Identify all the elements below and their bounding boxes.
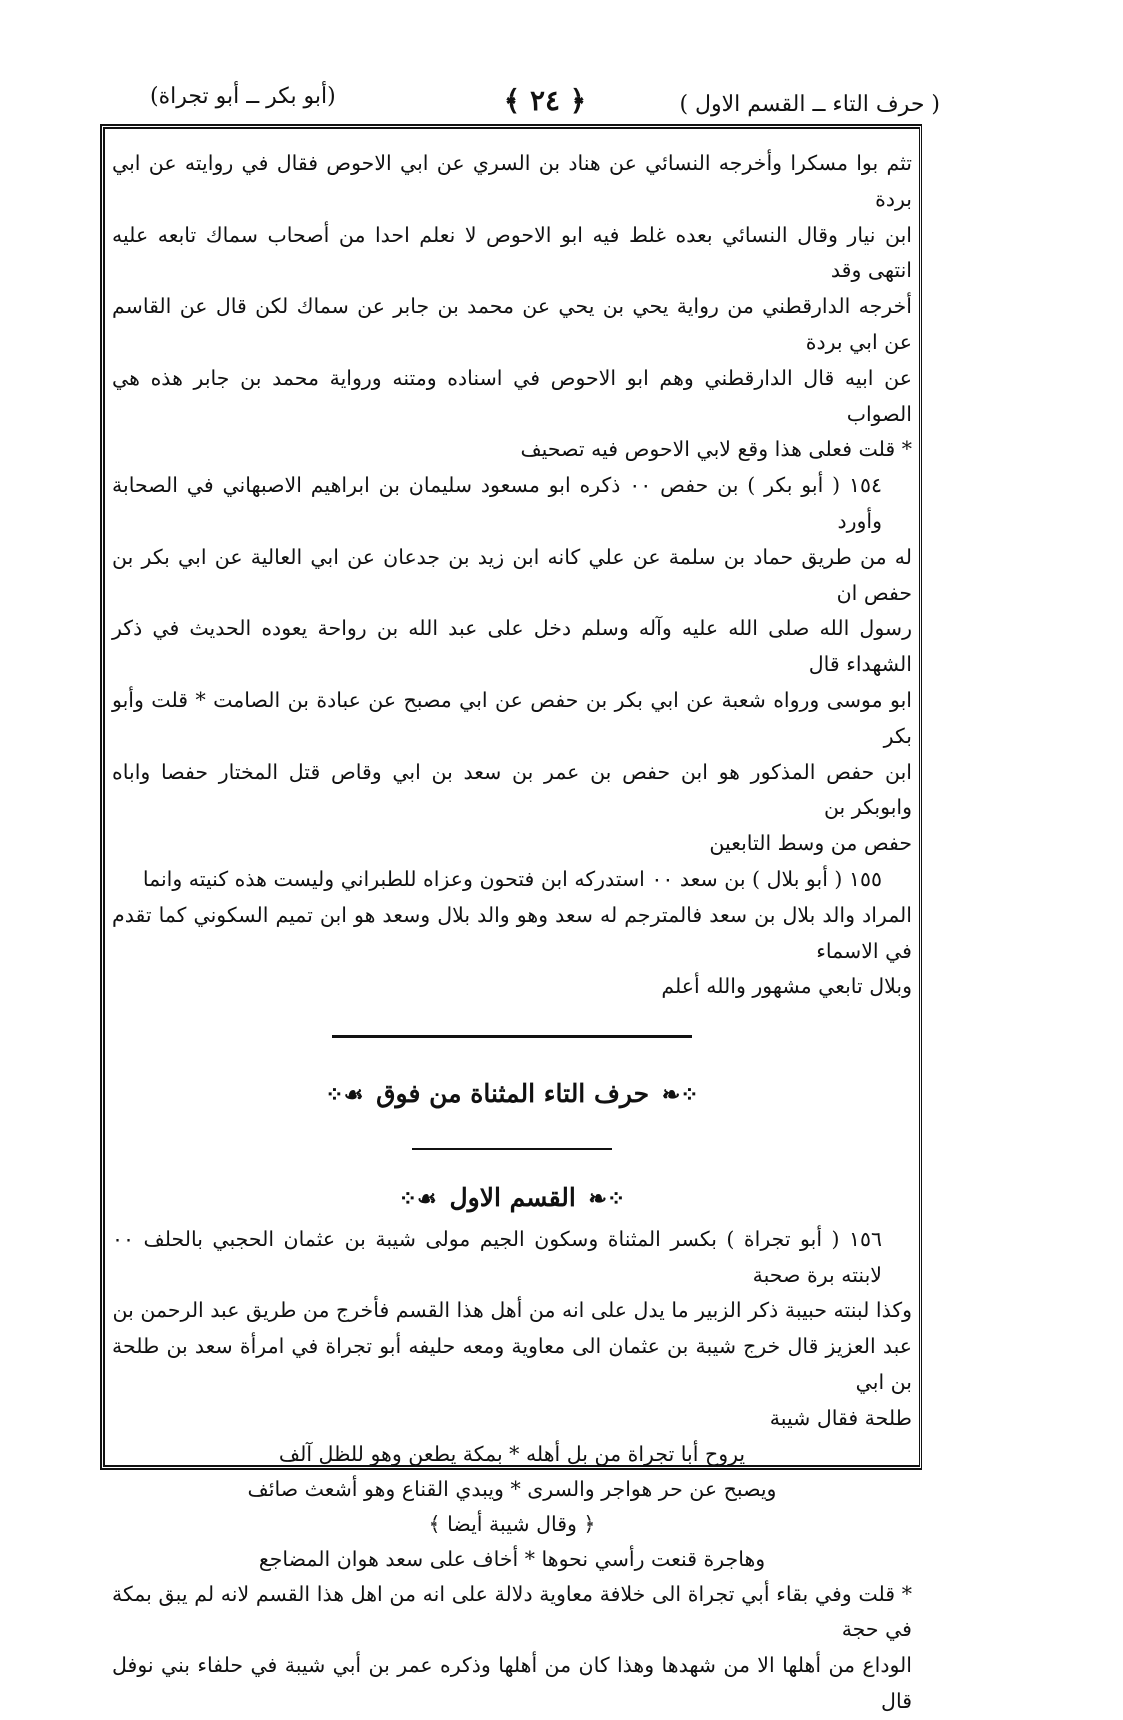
text-line: عن ابيه قال الدارقطني وهم ابو الاحوص في اسناده ومتنه ورواية محمد بن جابر هذه هي الصواب — [112, 365, 912, 426]
section-heading-text: القسم الاول — [449, 1182, 576, 1212]
text-line: وبلال تابعي مشهور والله أعلم — [661, 974, 912, 999]
text-line: أخرجه الدارقطني من رواية يحي بن يحي عن محمد بن جابر عن سماك لكن قال عن القاسم عن ابي بردة — [112, 294, 912, 354]
paragraph-continuation — [112, 146, 912, 468]
text-line: ١٥٦ ( أبو تجراة ) بكسر المثناة وسكون الجيم مولى شيبة بن عثمان الحجبي بالحلف ٠٠ لابنته برة صحبة — [112, 1226, 882, 1287]
poem — [112, 1437, 912, 1577]
divider-line — [412, 1148, 612, 1150]
letter-heading — [112, 1076, 912, 1114]
header-section-title: ( حرف التاء ــ القسم الاول ) — [679, 92, 940, 117]
text-line: رسول الله صلى الله عليه وآله وسلم دخل على عبد الله بن رواحة يعوده الحديث في ذكر الشهداء قال — [112, 616, 912, 677]
text-line: حفص من وسط التابعين — [709, 831, 912, 856]
text-line: * قلت فعلى هذا وقع لابي الاحوص فيه تصحيف — [520, 437, 912, 462]
text-line: تثم بوا مسكرا وأخرجه النسائي عن هناد بن السري عن ابي الاحوص فقال في روايته عن ابي بردة — [112, 151, 912, 211]
ornament-icon: ☙⁘ — [325, 1082, 364, 1109]
page-header — [150, 84, 940, 124]
text-line: وكذا لبنته حبيبة ذكر الزبير ما يدل على انه من أهل هذا القسم فأخرج من طريق عبد الرحمن بن — [112, 1298, 912, 1323]
verse-intro: ﴿ وقال شيبة أيضا ﴾ — [428, 1511, 596, 1536]
text-line: المراد والد بلال بن سعد فالمترجم له سعد وهو والد بلال وسعد هو ابن تميم السكوني كما تقدم في الاسماء — [112, 902, 912, 963]
ornament-icon: ⁘❧ — [588, 1185, 626, 1212]
text-line: * قلت وفي بقاء أبي تجراة الى خلافة معاوية دلالة على انه من اهل هذا القسم لانه لم يبق بمكة في حجة — [112, 1581, 912, 1642]
text-line: ابن حفص المذكور هو ابن حفص بن عمر بن سعد بن ابي وقاص قتل المختار حفصا واباه وابوبكر بن — [112, 759, 912, 820]
text-line: ١٥٤ ( أبو بكر ) بن حفص ٠٠ ذكره ابو مسعود سليمان بن ابراهيم الاصبهاني في الصحابة وأورد — [112, 473, 882, 533]
entry-156 — [112, 1222, 912, 1437]
verse-line: يروح أبا تجراة من بل أهله * بمكة يطعن وهو للظل آلف — [278, 1441, 746, 1466]
entry-155 — [112, 862, 912, 1005]
verse-line: ويصبح عن حر هواجر والسرى * ويبدي القناع وهو أشعث صائف — [247, 1476, 777, 1501]
ornament-icon: ☙⁘ — [398, 1185, 437, 1212]
closing-note — [112, 1577, 912, 1720]
header-entry-range: (أبو بكر ــ أبو تجراة) — [150, 84, 336, 109]
section-heading — [112, 1180, 912, 1218]
text-line: له من طريق حماد بن سلمة عن علي كانه ابن زيد بن جدعان عن ابي العالية عن ابي بكر بن حفص ان — [112, 544, 912, 605]
ornament-icon: ⁘❧ — [661, 1082, 699, 1109]
entry-154 — [112, 468, 912, 862]
letter-heading-text: حرف التاء المثناة من فوق — [376, 1079, 650, 1109]
text-line: ابو موسى ورواه شعبة عن ابي بكر بن حفص عن ابي مصبح عن عبادة بن الصامت * قلت وأبو بكر — [112, 687, 912, 748]
ornamental-divider — [332, 1035, 692, 1038]
verse-line: وهاجرة قنعت رأسي نحوها * أخاف على سعد هوان المضاجع — [258, 1546, 766, 1571]
text-line: ابن نيار وقال النسائي بعده غلط فيه ابو الاحوص لا نعلم احدا من أصحاب سماك تابعه عليه انتهى وقد — [112, 222, 912, 283]
text-line: ١٥٥ ( أبو بلال ) بن سعد ٠٠ استدركه ابن فتحون وعزاه للطبراني وليست هذه كنيته وانما — [142, 866, 882, 891]
text-line: طلحة فقال شيبة — [769, 1405, 912, 1430]
page-body — [112, 146, 912, 1720]
text-line: عبد العزيز قال خرج شيبة بن عثمان الى معاوية ومعه حليفه أبو تجراة في امرأة سعد بن طلحة بن ابي — [112, 1334, 912, 1394]
page-number: ﴿ ٢٤ ﴾ — [503, 84, 587, 117]
text-line: الوداع من أهلها الا من شهدها وهذا كان من أهلها وذكره عمر بن أبي شيبة في حلفاء بني نوفل قال — [112, 1653, 912, 1713]
